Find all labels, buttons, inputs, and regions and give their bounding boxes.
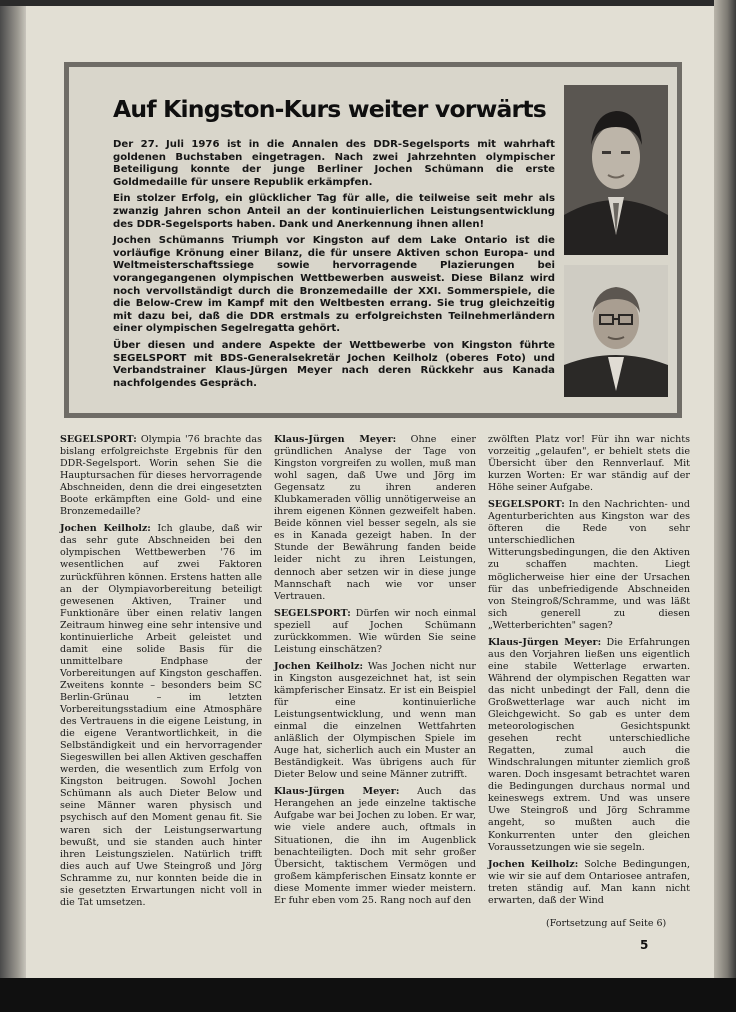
intro-text — [113, 139, 555, 394]
paragraph-text: Olympia '76 brachte das bislang erfolgreichste Ergebnis für den DDR-Segelsport. Worin sehen Sie die Hauptursachen für dieses hervorragende Abschneiden, denn die drei eingesetzten Boote erkämpften eine Gold- und eine Bronzemedaille? — [60, 434, 262, 518]
continuation-note: (Fortsetzung auf Seite 6) — [546, 918, 667, 929]
interview-paragraph — [60, 523, 262, 909]
paragraph-text: Ohne einer gründlichen Analyse der Tage von Kingston vorgreifen zu wollen, muß man wohl sagen, daß Uwe und Jörg im Gegensatz zu ihren anderen Klubkameraden völlig unnötigerweise an ihrem eigenen Können gezweifelt haben. Beide können viel besser segeln, als sie es in Kanada gezeigt haben. In der Stunde der Bewährung fanden beide leider nicht zu ihren Leistungen, dennoch aber setzen wir in diese junge Mannschaft nach wie vor unser Vertrauen. — [274, 434, 476, 602]
speaker-label: Jochen Keilholz: — [488, 858, 579, 870]
intro-paragraph: Jochen Schümanns Triumph vor Kingston auf dem Lake Ontario ist die vorläufige Krönung einer Bilanz, die für unsere Aktiven schon Europa- und Weltmeisterschaftssiege sowie hervorragende Plazierungen bei vorangegangenen olympischen Wettbewerben ausweist. Diese Bilanz wird noch vervollständigt durch die Bronzemedaille der XXI. Sommerspiele, die die Below-Crew im Kampf mit den Weltbesten errang. Sie trug gleichzeitig mit dazu bei, daß die DDR erstmals zu erfolgreichsten Teilnehmerländern einer olympischen Segelregatta gehört. — [113, 235, 555, 335]
text-column-2 — [274, 434, 476, 939]
interview-paragraph — [488, 499, 690, 632]
paragraph-text: Was Jochen nicht nur in Kingston ausgezeichnet hat, ist sein kämpferischer Einsatz. Er ist ein Beispiel für eine kontinuierliche Leistungsentwicklung, und wenn man einmal die einzelnen Wettfahrten anläßlich der Olympischen Spiele im Auge hat, sicherlich auch ein Muster an Beständigkeit. Was übrigens auch für Dieter Below und seine Männer zutrifft. — [274, 660, 476, 781]
speaker-label: Klaus-Jürgen Meyer: — [274, 434, 397, 445]
paragraph-text: Auch das Herangehen an jede einzelne taktische Aufgabe war bei Jochen zu loben. Er war, wie viele andere auch, oftmals in Situationen, die ihn im Augenblick benachteiligten. Doch mit sehr großer Übersicht, taktischem Vermögen und großem kämpferischen Einsatz konnte er diese Momente immer wieder meistern. Er fuhr eben vom 25. Rang noch auf den — [274, 786, 476, 906]
magazine-page — [26, 6, 714, 978]
portrait-image — [564, 265, 668, 397]
speaker-label: Jochen Keilholz: — [60, 523, 151, 535]
speaker-label: SEGELSPORT: — [274, 607, 351, 619]
speaker-label: SEGELSPORT: — [488, 499, 565, 511]
paragraph-text: Ich glaube, daß wir das sehr gute Abschneiden bei den olympischen Wettbewerben '76 im wesentlichen auf zwei Faktoren zurückführen können. Erstens hatten alle an der Olympiavorbereitung beteiligt gewesenen Aktiven, Trainer und Funktionäre über einen relativ langen Zeitraum hinweg eine sehr intensive und kontinuierliche Arbeit geleistet und damit eine solide Basis für die unmittelbare Endphase der Vorbereitungen auf Kingston geschaffen. Zweitens konnte – besonders beim SC Berlin-Grünau – im letzten Vorbereitungsstadium eine Atmosphäre des Vertrauens in die eigene Leistung, in die eigene Verantwortlichkeit, in die Selbständigkeit und ein hervorragender Siegeswillen bei allen Aktiven geschaffen werden, die wesentlich zum Erfolg von Kingston beitrugen. Sowohl Jochen Schümann als auch Dieter Below und seine Männer waren physisch und psychisch auf den Moment genau fit. Sie waren sich der Leistungserwartung bewußt, und sie standen auch hinter ihren Leistungszielen. Natürlich trifft dies auch auf Uwe Steingroß und Jörg Schramme zu, nur konnten beide die in sie gesetzten Erwartungen nicht voll in die Tat umsetzen. — [60, 523, 262, 908]
intro-paragraph: Ein stolzer Erfolg, ein glücklicher Tag für alle, die teilweise seit mehr als zwanzig Jahren schon Anteil an der kontinuierlichen Leistungsentwicklung des DDR-Segelsports haben. Dank und Anerkennung ihnen allen! — [113, 193, 555, 230]
intro-paragraph: Der 27. Juli 1976 ist in die Annalen des DDR-Segelsports mit wahrhaft goldenen Buchstaben eingetragen. Nach zwei Jahrzehnten olympischer Beteiligung konnte der junge Berliner Jochen Schümann die erste Goldmedaille für unsere Republik erkämpfen. — [113, 139, 555, 188]
interview-paragraph — [274, 608, 476, 656]
portrait-image — [564, 85, 668, 255]
speaker-label: Klaus-Jürgen Meyer: — [488, 636, 602, 648]
book-spine — [0, 6, 26, 978]
paragraph-text: Dürfen wir noch einmal speziell auf Jochen Schümann zurückkommen. Wie würden Sie seine Leistung einschätzen? — [274, 607, 476, 655]
interview-paragraph — [274, 786, 476, 906]
speaker-label: Klaus-Jürgen Meyer: — [274, 786, 400, 798]
speaker-label: Jochen Keilholz: — [274, 660, 364, 672]
portrait-photo-keilholz — [564, 85, 668, 255]
paragraph-text: zwölften Platz vor! Für ihn war nichts vorzeitig „gelaufen", er behielt stets die Übersicht über den Rennverlauf. Mit kurzen Worten: Er war ständig auf der Höhe seiner Aufgabe. — [488, 434, 690, 494]
interview-paragraph — [274, 661, 476, 781]
scan-border — [0, 978, 736, 1012]
intro-paragraph: Über diesen und andere Aspekte der Wettbewerbe von Kingston führte SEGELSPORT mit BDS-Generalsekretär Jochen Keilholz (oberes Foto) und Verbandstrainer Klaus-Jürgen Meyer nach deren Rückkehr aus Kanada nachfolgendes Gespräch. — [113, 339, 555, 389]
speaker-label: SEGELSPORT: — [60, 434, 137, 445]
paragraph-text: In den Nachrichten- und Agenturberichten aus Kingston war des öfteren die Rede von sehr unterschiedlichen Witterungsbedingungen, die den Aktiven zu schaffen machten. Liegt möglicherweise hier eine der Ursachen für das unbefriedigende Abschneiden von Steingroß/Schramme, und was läßt sich generell zu diesen „Wetterberichten" sagen? — [488, 499, 690, 631]
article-header-box — [64, 62, 682, 418]
interview-columns — [60, 434, 690, 939]
interview-paragraph — [488, 434, 690, 494]
interview-paragraph — [274, 434, 476, 603]
page-number: 5 — [640, 938, 649, 952]
text-column-3 — [488, 434, 690, 939]
paragraph-text: Die Erfahrungen aus den Vorjahren ließen uns eigentlich eine stabile Wetterlage erwarten. Während der olympischen Regatten war das nicht unbedingt der Fall, denn die Großwetterlage war auch nicht im Gleichgewicht. So gab es unter dem meteorologischen Gesichtspunkt gesehen recht unterschiedliche Regatten, zumal auch die Windschralungen mitunter ziemlich groß waren. Doch insgesamt betrachtet waren die Bedingungen durchaus normal und keineswegs extrem. Und was unsere Uwe Steingroß und Jörg Schramme angeht, so mußten auch die Konkurrenten unter den gleichen Voraussetzungen wie sie segeln. — [488, 636, 690, 853]
paragraph-text: Solche Bedingungen, wie wir sie auf dem Ontariosee antrafen, treten ständig auf. Man kann nicht erwarten, daß der Wind — [488, 858, 690, 906]
text-column-1 — [60, 434, 262, 939]
interview-paragraph — [488, 637, 690, 854]
portrait-photo-meyer — [564, 265, 668, 397]
page-edge — [714, 0, 736, 1012]
headline: Auf Kingston-Kurs weiter vorwärts — [113, 95, 546, 123]
interview-paragraph — [60, 434, 262, 518]
interview-paragraph — [488, 859, 690, 907]
